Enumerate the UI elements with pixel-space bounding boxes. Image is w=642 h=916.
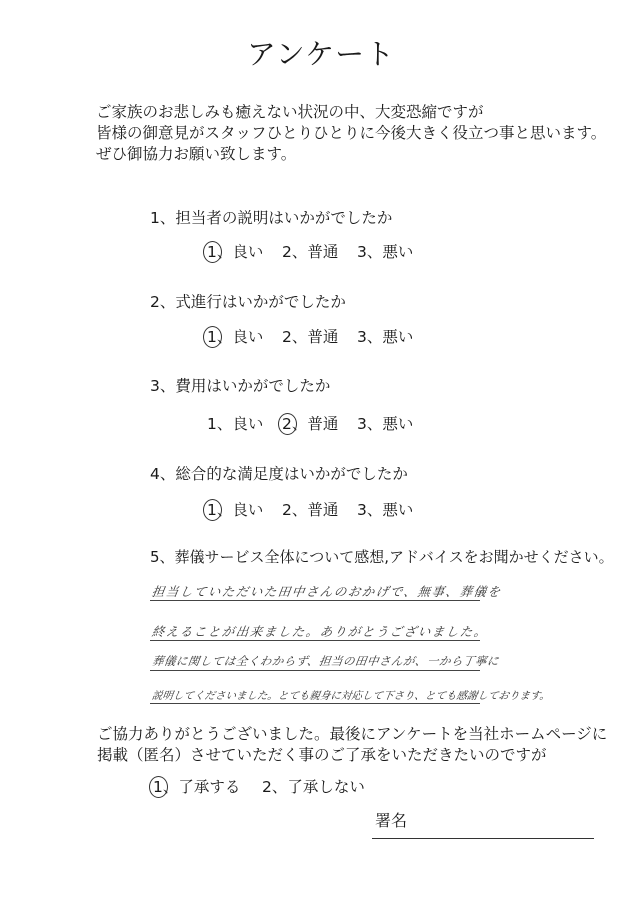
- option-label: 、了承しない: [271, 778, 365, 796]
- option-label: 、良い: [216, 243, 264, 261]
- intro-line-2: 皆様の御意見がスタッフひとりひとりに今後大きく役立つ事と思います。: [96, 124, 607, 142]
- handwritten-answer-line-3: 葬儀に関しては全くわからず、担当の田中さんが、一から丁寧に: [151, 654, 501, 668]
- option-number: 1: [153, 778, 163, 796]
- option-label: 、悪い: [366, 328, 414, 346]
- option-number: 2: [262, 778, 272, 796]
- answer-rule-3: [150, 670, 480, 671]
- signature-label: 署名: [375, 811, 408, 830]
- q3-option-2[interactable]: [282, 412, 338, 434]
- page-title: アンケート: [246, 37, 396, 71]
- closing-line-2: 掲載（匿名）させていただく事のご了承をいただきたいのですが: [97, 746, 547, 764]
- option-number: 2: [282, 501, 292, 519]
- q2-option-3[interactable]: [357, 325, 413, 347]
- option-label: 、了承する: [162, 778, 241, 796]
- question-5: 5、葬儀サービス全体について感想,アドバイスをお聞かせください。: [150, 548, 614, 566]
- q3-option-1[interactable]: [207, 412, 263, 434]
- q3-option-3[interactable]: [357, 412, 413, 434]
- option-number: 1: [207, 243, 217, 261]
- question-3: 3、費用はいかがでしたか: [150, 377, 331, 395]
- question-2: 2、式進行はいかがでしたか: [150, 293, 346, 311]
- intro-line-1: ご家族のお悲しみも癒えない状況の中、大変恐縮ですが: [96, 103, 484, 121]
- option-number: 3: [357, 328, 367, 346]
- signature-line[interactable]: [372, 838, 594, 839]
- consent-option-2[interactable]: [262, 775, 365, 797]
- option-number: 3: [357, 415, 367, 433]
- option-label: 、悪い: [366, 243, 414, 261]
- handwritten-answer-line-2: 終えることが出来ました。ありがとうございました。: [150, 624, 489, 639]
- option-label: 、良い: [216, 501, 264, 519]
- answer-rule-2: [150, 640, 480, 641]
- option-number: 2: [282, 243, 292, 261]
- handwritten-answer-line-4: 説明してくださいました。とても親身に対応して下さり、とても感謝しております。: [151, 690, 551, 702]
- q4-option-1[interactable]: [207, 498, 263, 520]
- q1-option-2[interactable]: [282, 240, 338, 262]
- option-label: 、普通: [291, 415, 339, 433]
- option-label: 、良い: [216, 415, 264, 433]
- q4-option-2[interactable]: [282, 498, 338, 520]
- option-number: 1: [207, 328, 217, 346]
- option-label: 、普通: [291, 328, 339, 346]
- option-label: 、良い: [216, 328, 264, 346]
- q2-option-1[interactable]: [207, 325, 263, 347]
- option-number: 1: [207, 415, 217, 433]
- answer-rule-4: [150, 703, 480, 704]
- q1-option-3[interactable]: [357, 240, 413, 262]
- q4-option-3[interactable]: [357, 498, 413, 520]
- q1-option-1[interactable]: [207, 240, 263, 262]
- option-number: 2: [282, 328, 292, 346]
- question-1: 1、担当者の説明はいかがでしたか: [150, 209, 393, 227]
- question-4: 4、総合的な満足度はいかがでしたか: [150, 465, 408, 483]
- option-label: 、悪い: [366, 501, 414, 519]
- option-number: 2: [282, 415, 292, 433]
- option-label: 、普通: [291, 501, 339, 519]
- option-number: 3: [357, 501, 367, 519]
- consent-option-1[interactable]: [153, 775, 240, 797]
- closing-line-1: ご協力ありがとうございました。最後にアンケートを当社ホームページに: [97, 725, 608, 743]
- answer-rule-1: [150, 600, 480, 601]
- intro-line-3: ぜひ御協力お願い致します。: [96, 145, 297, 163]
- option-number: 1: [207, 501, 217, 519]
- option-label: 、悪い: [366, 415, 414, 433]
- q2-option-2[interactable]: [282, 325, 338, 347]
- handwritten-answer-line-1: 担当していただいた田中さんのおかげで、無事、葬儀を: [150, 584, 503, 599]
- option-number: 3: [357, 243, 367, 261]
- option-label: 、普通: [291, 243, 339, 261]
